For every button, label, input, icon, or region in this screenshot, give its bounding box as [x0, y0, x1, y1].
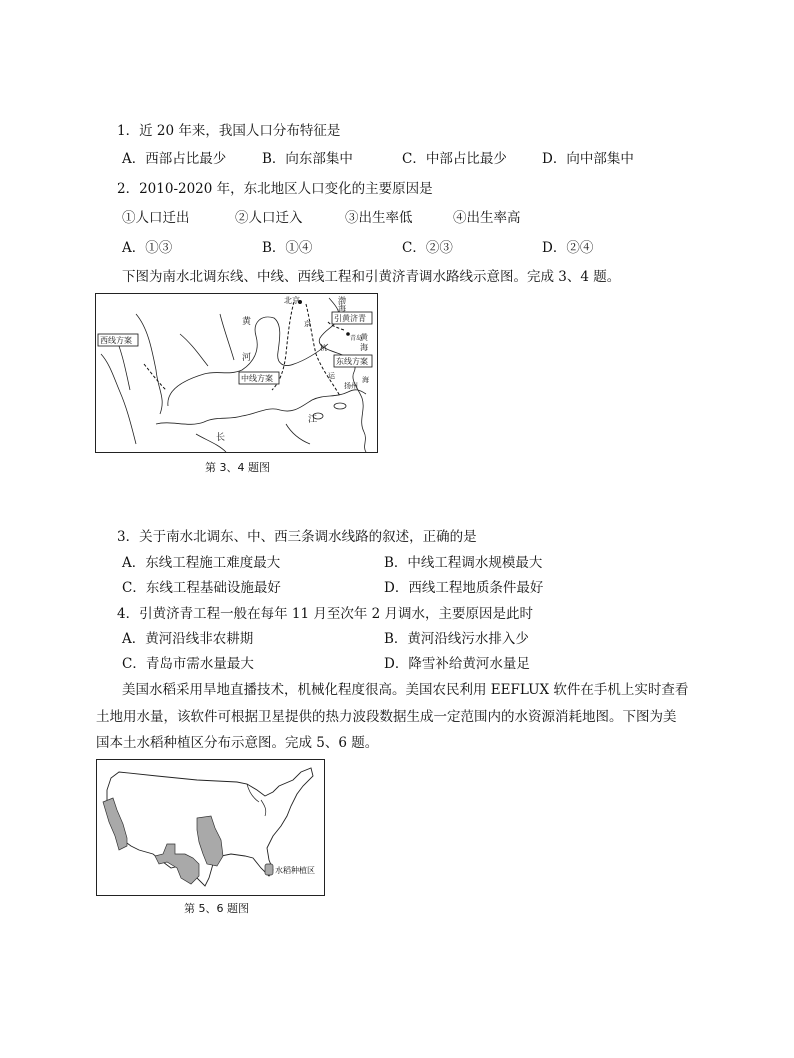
q2-option-d: D．②④: [542, 240, 594, 256]
q3-option-a: A．东线工程施工难度最大: [122, 555, 281, 571]
q4-stem: 4．引黄济青工程一般在每年 11 月至次年 2 月调水，主要原因是此时: [117, 606, 534, 622]
q2-item-1: ①人口迁出: [122, 210, 190, 226]
intro-5-6-line2: 土地用水量，该软件可根据卫星提供的热力波段数据生成一定范围内的水资源消耗地图。下图为美: [96, 709, 677, 725]
intro-5-6-line1: 美国水稻采用旱地直播技术，机械化程度很高。美国农民利用 EEFLUX 软件在手机上实时查看: [122, 682, 689, 698]
q2-item-4: ④出生率高: [453, 210, 521, 226]
q3-stem: 3．关于南水北调东、中、西三条调水线路的叙述，正确的是: [117, 529, 477, 545]
us-rice-map: [96, 759, 325, 896]
q2-option-a: A．①③: [122, 240, 173, 256]
q3-option-b: B．中线工程调水规模最大: [384, 555, 543, 571]
q2-option-b: B．①④: [262, 240, 313, 256]
map1-label-beijing: 北京: [284, 296, 300, 305]
q2-stem: 2．2010-2020 年，东北地区人口变化的主要原因是: [117, 181, 433, 197]
map1-label-yangzhou: 扬州: [344, 382, 358, 390]
q4-option-d: D．降雪补给黄河水量足: [384, 656, 530, 672]
us-rice-map-drawing: [97, 760, 324, 895]
map1-label-huanghai2: 海: [360, 343, 368, 352]
intro-5-6-line3: 国本土水稻种植区分布示意图。完成 5、6 题。: [96, 735, 379, 751]
map1-label-he: 河: [242, 353, 252, 363]
map1-label-bohai1: 渤: [338, 296, 346, 305]
q3-option-d: D．西线工程地质条件最好: [384, 580, 544, 596]
q1-option-b: B．向东部集中: [262, 151, 353, 167]
map1-label-hang: 杭: [320, 344, 327, 352]
q1-option-d: D．向中部集中: [542, 151, 634, 167]
q4-option-a: A．黄河沿线非农耕期: [122, 631, 254, 647]
q2-option-c: C．②③: [402, 240, 453, 256]
map1-label-huanghai1: 黄: [360, 333, 368, 342]
map1-label-jiang: 江: [308, 415, 318, 425]
map1-label-qingdao: 青岛: [350, 335, 363, 342]
q3-option-c: C．东线工程基础设施最好: [122, 580, 281, 596]
map2-legend-label: 水稻种植区: [275, 866, 315, 875]
map1-label-east: 东线方案: [336, 357, 368, 366]
q2-item-2: ②人口迁入: [235, 210, 303, 226]
map1-label-hai: 海: [362, 376, 369, 384]
q1-stem: 1．近 20 年来，我国人口分布特征是: [117, 123, 341, 139]
q4-option-c: C．青岛市需水量最大: [122, 656, 254, 672]
map1-caption: 第 3、4 题图: [205, 461, 270, 474]
map1-label-yhjq: 引黄济青: [334, 314, 366, 323]
map1-label-middle: 中线方案: [241, 374, 273, 383]
q1-option-a: A．西部占比最少: [122, 151, 227, 167]
q4-option-b: B．黄河沿线污水排入少: [384, 631, 529, 647]
water-diversion-map-drawing: [96, 294, 377, 452]
map1-label-jing: 京: [304, 320, 311, 328]
q2-item-3: ③出生率低: [345, 210, 413, 226]
map1-label-huang: 黄: [242, 317, 252, 327]
q1-option-c: C．中部占比最少: [402, 151, 507, 167]
map1-label-bohai2: 海: [338, 304, 346, 313]
map2-caption: 第 5、6 题图: [184, 902, 249, 915]
map1-label-chang: 长: [216, 433, 226, 443]
map1-label-yun: 运: [328, 372, 335, 380]
map1-label-west: 西线方案: [100, 336, 132, 345]
intro-3-4: 下图为南水北调东线、中线、西线工程和引黄济青调水路线示意图。完成 3、4 题。: [122, 269, 621, 285]
water-diversion-map: [95, 293, 378, 453]
